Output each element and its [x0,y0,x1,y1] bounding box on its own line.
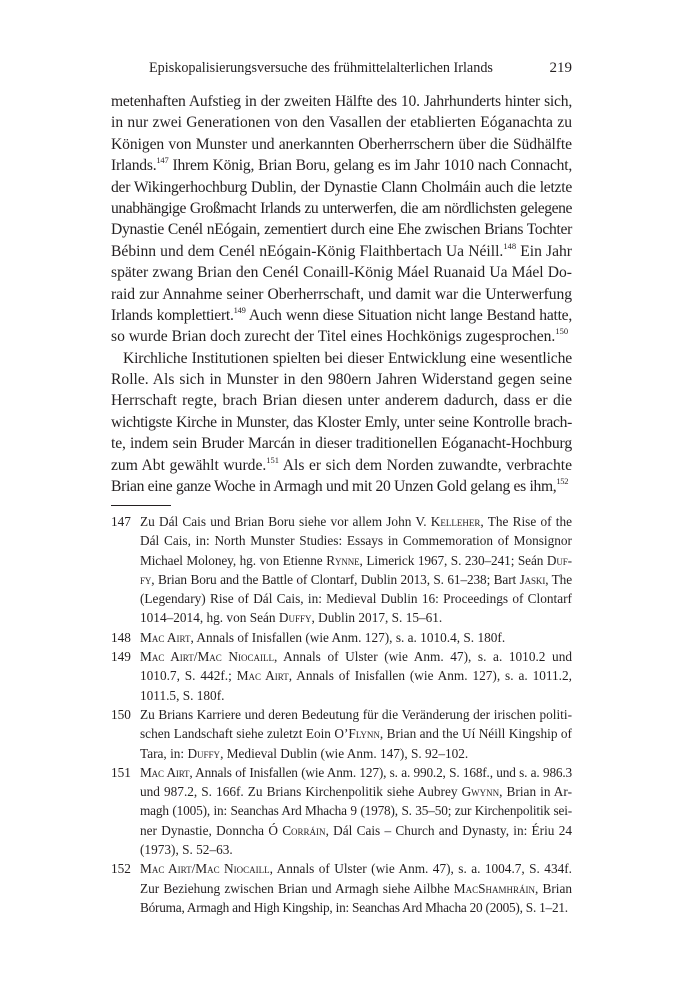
body-text-segment: wichtigste Kirche in Munster, das Kloster Emly, unter seine Kontrolle brach- [111,413,572,431]
footnote-line [140,705,572,724]
footnote-text-segment: Zur Beziehung zwischen Brian und Armagh siehe Ailbhe [140,880,454,896]
running-head [111,60,572,80]
footnote-text-segment: , Annals of Ulster (wie Anm. 47), s. a. 1004.7, S. 434f. [269,861,573,877]
body-text-segment: Bébinn und dem Cenél nEógain-König Flaithbertach Ua Néill. [111,242,504,260]
author-name: Duf- [546,552,572,568]
footnote-text-segment: Bóruma, Armagh and High Kingship, in: Seanchas Ard Mhacha 20 (2005), S. 1–21. [140,899,568,915]
body-line [111,177,572,198]
body-line [111,369,572,390]
body-line [111,455,572,476]
author-name: Mac Airt [140,629,191,645]
footnote-ref[interactable]: 152 [556,476,569,487]
footnote-ref[interactable]: 148 [503,240,517,251]
footnote-text-segment: , Medieval Dublin (wie Anm. 147), S. 92–102. [220,745,469,761]
body-text [111,91,572,497]
body-line [111,326,572,347]
author-name: Duffy [278,610,312,626]
body-text-segment: der Wikingerhochburg Dublin, der Dynastie Clann Cholmáin auch die letzte [111,178,572,196]
footnote-text-segment: , The Rise of the [480,514,572,529]
footnote-line [140,898,572,917]
footnote-line [140,744,572,763]
body-line [111,198,572,219]
footnote-line [140,608,572,627]
footnote-line [140,859,572,878]
footnote-line [140,724,572,743]
footnote-separator-rule [111,505,171,506]
footnote-text-segment: magh (1005), in: Seanchas Ard Mhacha 9 (1978), S. 35–50; zur Kirchenpolitik sei- [140,803,572,819]
body-line [111,348,572,369]
footnote [111,705,572,763]
footnote-line [140,628,572,647]
author-name: fy [140,571,152,587]
body-line [111,134,572,155]
footnote-text-segment: , Dublin 2017, S. 15–61. [311,610,443,626]
footnote-line [140,763,572,782]
footnote-text-segment: 1010.7, S. 442f.; [140,668,237,684]
body-line [111,155,572,176]
body-text-segment: Irlands komplettiert. [111,306,234,324]
footnote [111,628,572,647]
footnote [111,512,572,628]
footnote-text-segment: , Brian [534,880,572,896]
body-text-segment: so wurde Brian doch zurecht der Titel eines Hochkönigs zugesprochen. [111,328,556,346]
footnote-ref[interactable]: 150 [555,326,569,337]
author-name: Flynn [348,726,380,742]
body-line [111,262,572,283]
footnote-line [140,782,572,801]
running-head-title: Episkopalisierungsversuche des frühmittelalterlichen Irlands [149,60,493,76]
body-text-segment: Ein Jahr [516,242,572,260]
footnote-text-segment: (1973), S. 52–63. [140,842,233,858]
footnote-text-segment: , Annals of Inisfallen (wie Anm. 127), s. a. 1011.2, [288,668,572,684]
footnote-line [140,589,572,608]
author-name: MacShamhráin [453,880,535,896]
footnote-text-segment: Dál Cais, in: North Munster Studies: Essays in Commemoration of Monsignor [140,533,572,549]
body-line [111,91,572,112]
body-text-segment: unabhängige Großmacht Irlands zu unterwerfen, die am nördlichsten gelegene [111,199,572,217]
footnote-line [140,879,572,898]
body-text-segment: Brian eine ganze Woche in Armagh und mit 20 Unzen Gold gelang es ihm, [111,478,557,496]
footnote-text-segment: , Limerick 1967, S. 230–241; Seán [359,552,547,568]
footnote-number: 152 [111,861,131,877]
body-line [111,433,572,454]
body-text-segment: Kirchliche Institutionen spielten bei dieser Entwicklung eine wesentliche [123,349,572,367]
footnote-number: 147 [111,514,131,529]
body-line [111,412,572,433]
body-text-segment: Irlands. [111,157,157,175]
body-text-segment: Als er sich dem Norden zuwandte, verbrachte [279,456,572,474]
body-line [111,305,572,326]
author-name: Mac Airt [236,668,289,684]
footnote-line [140,647,572,666]
body-text-segment: Königen von Munster und anerkannten Oberherrschern über die Südhälfte [111,135,572,153]
footnote-number: 151 [111,764,131,780]
author-name: Jaski [519,571,546,587]
body-text-segment: in nur zwei Generationen von den Vasallen der etablierten Eóganachta zu [111,114,572,132]
author-name: Mac Airt/Mac Niocaill [140,861,270,877]
footnote-text-segment: , Brian and the Uí Néill Kingship of [379,726,572,742]
footnote-line [140,551,572,570]
body-text-segment: zum Abt gewählt wurde. [111,456,267,474]
body-text-segment: metenhaften Aufstieg in der zweiten Hälfte des 10. Jahrhunderts hinter sich, [111,93,572,110]
footnote-ref[interactable]: 151 [266,454,280,465]
footnote-line [140,840,572,859]
author-name: Corráin [282,822,326,838]
footnote-ref[interactable]: 147 [156,155,169,166]
body-text-segment: später zwang Brian den Cenél Conaill-König Máel Ruanaid Ua Máel Do- [111,264,572,282]
footnote-line [140,512,572,531]
footnote-text-segment: , Brian Boru and the Battle of Clontarf, Dublin 2013, S. 61–238; Bart [151,571,520,587]
body-line [111,219,572,240]
footnote-text-segment: , Annals of Ulster (wie Anm. 47), s. a. 1010.2 und [273,649,572,665]
footnote-text-segment: Tara, in: [140,745,188,761]
footnote-text-segment: Michael Moloney, hg. von Etienne [140,552,327,568]
footnote-line [140,801,572,820]
author-name: Mac Airt/Mac Niocaill [140,649,274,665]
footnote-text-segment: 1014–2014, hg. von Seán [140,610,279,626]
body-line [111,112,572,133]
footnote-line [140,666,572,685]
footnote-line [140,821,572,840]
body-line [111,284,572,305]
body-text-segment: Auch wenn diese Situation nicht lange Bestand hatte, [245,306,573,324]
footnote-line [140,531,572,550]
body-line [111,241,572,262]
author-name: Duffy [187,745,221,761]
footnote-number: 149 [111,649,131,665]
footnote-line [140,686,572,705]
body-text-segment: raid zur Annahme seiner Oberherrschaft, und damit war die Unterwerfung [111,285,572,303]
footnote-text-segment: Zu Brians Karriere und deren Bedeutung für die Veränderung der irischen politi- [140,706,572,722]
footnote-text-segment: , Annals of Inisfallen (wie Anm. 127), s. a. 990.2, S. 168f., und s. a. 986.3 [189,764,572,780]
footnote [111,763,572,859]
footnote-text-segment: 1011.5, S. 180f. [140,687,225,703]
footnote [111,647,572,705]
body-text-segment: Ihrem König, Brian Boru, gelang es im Jahr 1010 nach Connacht, [168,157,572,175]
author-name: Kelleher [430,514,481,529]
footnote [111,859,572,917]
body-text-segment: Rolle. Als sich in Munster in den 980ern Jahren Widerstand gegen seine [111,371,572,389]
author-name: Gwynn [461,784,500,800]
footnote-number: 150 [111,706,131,722]
footnote-text-segment: schen Landschaft siehe zuletzt Eoin O’ [140,726,349,742]
footnote-text-segment: , Brian in Ar- [499,784,572,800]
body-text-segment: Herrschaft regte, brach Brian diesen unter anderem dadurch, dass er die [111,392,572,410]
body-line [111,476,572,497]
footnote-text-segment: ner Dynastie, Donncha Ó [140,822,283,838]
footnote-text-segment: , The [545,571,572,587]
footnote-text-segment: , Annals of Inisfallen (wie Anm. 127), s. a. 1010.4, S. 180f. [190,629,506,645]
footnote-text-segment: , Dál Cais – Church and Dynasty, in: Ériu 24 [325,822,573,838]
footnote-text-segment: (Legendary) Rise of Dál Cais, in: Medieval Dublin 16: Proceedings of Clontarf [140,591,572,607]
footnote-text-segment: und 987.2, S. 166f. Zu Brians Kirchenpolitik siehe Aubrey [140,784,462,800]
footnotes [111,512,572,917]
body-text-segment: te, indem sein Bruder Marcán in dieser traditionellen Eóganacht-Hochburg [111,435,572,453]
body-line [111,390,572,411]
footnote-line [140,570,572,589]
author-name: Rynne [326,552,360,568]
footnote-text-segment: Zu Dál Cais und Brian Boru siehe vor allem John V. [140,514,431,529]
page-number: 219 [549,60,572,76]
footnote-number: 148 [111,629,131,645]
author-name: Mac Airt [140,764,190,780]
footnote-ref[interactable]: 149 [233,304,246,315]
body-text-segment: Dynastie Cenél nEógain, zementiert durch eine Ehe zwischen Brians Tochter [111,221,572,239]
